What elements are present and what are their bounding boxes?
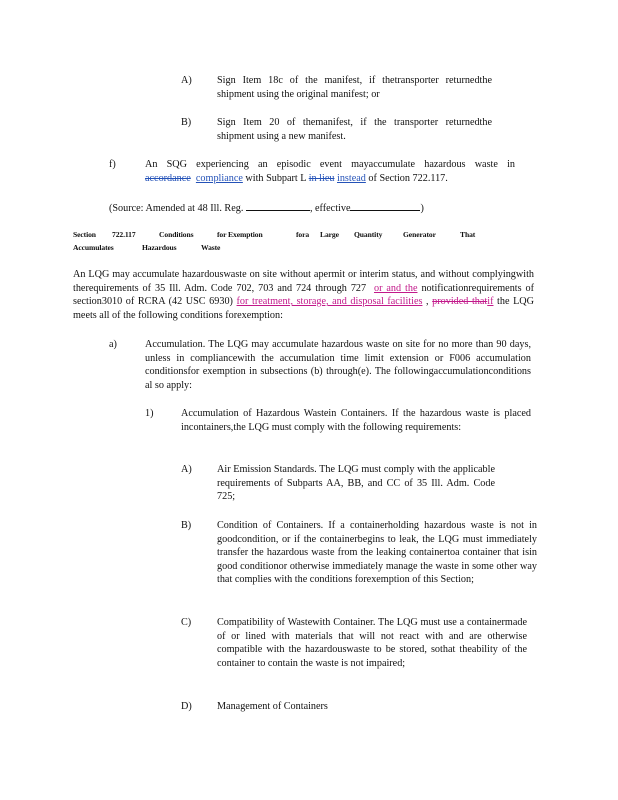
heading-word: fora <box>296 230 310 239</box>
item-f-text <box>145 158 515 185</box>
containers-paragraph: Accumulation of Hazardous Wastein Containers. If the hazardous waste is placed incontainers,the LQG must comply with the following requirements: <box>181 408 531 433</box>
deleted-accordance: accordance <box>145 172 191 184</box>
heading-word: Section <box>73 230 96 239</box>
item-a-text: Sign Item 18c of the manifest, if thetransporter returnedthe shipment using the original manifest; or <box>217 75 492 100</box>
compatibility-paragraph: Compatibility of Wastewith Container. The LQG must use a containermade of or lined with materials that will not react with and are otherwise compatible with the hazardouswaste to be stored, sothat theability of the container to contain the waste is not impaired; <box>217 617 527 669</box>
item-f-label: f) <box>109 159 116 170</box>
sub-a-label: A) <box>181 464 192 475</box>
source-blank-effective <box>350 200 420 211</box>
f-text-1: An SQG experiencing an episodic event mayaccumulate hazardous waste in <box>145 159 515 170</box>
item-a-label: A) <box>181 75 192 86</box>
sub-c-label: C) <box>181 617 192 628</box>
intro-text-4: the LQG meets all of the following conditions forexemption: <box>73 296 535 321</box>
source-text-2: , effective <box>309 203 351 214</box>
item-a-lower-label: a) <box>109 339 117 350</box>
source-text-1: (Source: Amended at 48 Ill. Reg. <box>109 203 246 214</box>
heading-word: for Exemption <box>217 230 263 239</box>
f-text-3: of Section 722.117. <box>365 172 448 184</box>
heading-word: Generator <box>403 230 436 239</box>
heading-word: Conditions <box>159 230 194 239</box>
sub-b-label: B) <box>181 520 192 531</box>
inserted-instead: instead <box>337 172 366 184</box>
intro-text-3: , <box>422 296 433 307</box>
heading-word: Accumulates <box>73 243 114 252</box>
inserted-if: if <box>487 296 494 307</box>
management-heading: Management of Containers <box>217 701 328 712</box>
f-text-2: with Subpart L <box>242 172 309 184</box>
item-b-label: B) <box>181 117 192 128</box>
inserted-or-and-the: or and the <box>373 282 418 294</box>
air-emission-paragraph: Air Emission Standards. The LQG must comply with the applicable requirements of Subparts AA, BB, and CC of 35 Ill. Adm. Code 725; <box>217 464 495 502</box>
source-text-3: ) <box>420 203 424 214</box>
heading-word: Large <box>320 230 339 239</box>
inserted-compliance: compliance <box>195 172 243 184</box>
accumulation-paragraph: Accumulation. The LQG may accumulate hazardous waste on site for no more than 90 days, unless in compliancewith the accumulation time limit extension or F006 accumulation conditionsfor exemption in subsections (b) through(e). The followingaccumulationconditions al so apply: <box>145 339 531 391</box>
intro-text-1: An LQG may accumulate hazardouswaste on site without apermit or interim status, and without complyingwith therequirements of 35 Ill. Adm. Code 702, 703 and 724 through 727 <box>73 269 534 294</box>
source-note <box>109 200 424 216</box>
item-b-text: Sign Item 20 of themanifest, if the transporter returnedthe shipment using a new manifest. <box>217 117 492 142</box>
sub-d-label: D) <box>181 701 192 712</box>
heading-word: Hazardous <box>142 243 177 252</box>
item-1-label: 1) <box>145 408 154 419</box>
condition-paragraph: Condition of Containers. If a containerholding hazardous waste is not in goodcondition, or if the containerbegins to leak, the LQG must immediately transfer the hazardous waste from the leaking containertoa container that isin good conditionor otherwise immediately manage the waste in some other way that complies with the conditions forexemption of this Section; <box>217 520 537 585</box>
heading-section-number: 722.117 <box>112 230 136 239</box>
heading-word: Waste <box>201 243 221 252</box>
source-blank-reg <box>246 200 310 211</box>
deleted-provided-that: provided that <box>432 296 488 307</box>
section-heading <box>73 228 543 256</box>
heading-word: That <box>460 230 476 239</box>
heading-word: Quantity <box>354 230 383 239</box>
intro-paragraph <box>73 268 534 322</box>
inserted-tsd-facilities: for treatment, storage, and disposal facilities <box>236 296 423 307</box>
intro-text-2: notificationrequirements of section3010 of RCRA (42 USC 6930) <box>73 282 535 307</box>
deleted-in-lieu: in lieu <box>308 172 335 184</box>
